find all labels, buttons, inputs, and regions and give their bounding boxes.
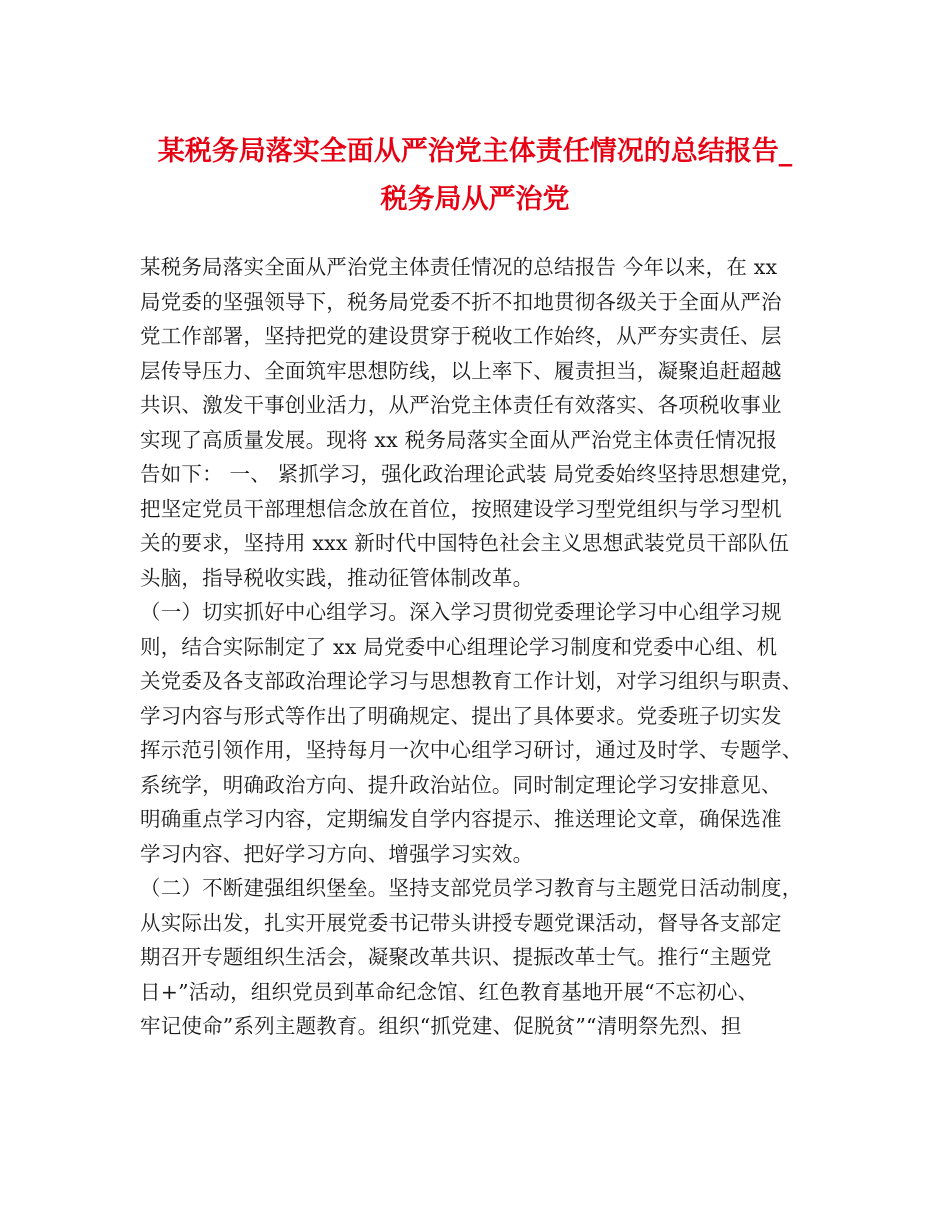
document-body: [140, 250, 828, 1044]
body-line: 从实际出发，扎实开展党委书记带头讲授专题党课活动，督导各支部定: [140, 910, 782, 935]
body-line: 层传导压力、全面筑牢思想防线，以上率下、履责担当，凝聚追赶超越: [140, 358, 782, 383]
title-line-1: 某税务局落实全面从严治党主体责任情况的总结报告_: [157, 136, 793, 167]
body-line: 系统学，明确政治方向、提升政治站位。同时制定理论学习安排意见、: [140, 772, 782, 797]
body-line: （二）不断建强组织堡垒。坚持支部党员学习教育与主题党日活动制度，: [140, 876, 803, 900]
body-line: 局党委的坚强领导下，税务局党委不折不扣地贯彻各级关于全面从严治: [140, 289, 782, 314]
body-line: 关的要求，坚持用 xxx 新时代中国特色社会主义思想武装党员干部队伍: [140, 531, 790, 555]
body-line: 明确重点学习内容，定期编发自学内容提示、推送理论文章，确保选准: [140, 807, 782, 831]
body-line: 学习内容与形式等作出了明确规定、提出了具体要求。党委班子切实发: [140, 703, 782, 728]
body-line: 则，结合实际制定了 xx 局党委中心组理论学习制度和党委中心组、机: [140, 634, 778, 659]
body-line: 牢记使命”系列主题教育。组织“抓党建、促脱贫”“清明祭先烈、担: [140, 1014, 742, 1038]
body-line: 告如下： 一、 紧抓学习，强化政治理论武装 局党委始终坚持思想建党，: [140, 462, 802, 486]
body-line: 关党委及各支部政治理论学习与思想教育工作计划，对学习组织与职责、: [140, 669, 803, 693]
body-line: 把坚定党员干部理想信念放在首位，按照建设学习型党组织与学习型机: [140, 496, 782, 521]
body-line: 学习内容、把好学习方向、增强学习实效。: [140, 841, 534, 866]
body-line: 党工作部署，坚持把党的建设贯穿于税收工作始终，从严夯实责任、层: [140, 324, 782, 348]
body-line: 挥示范引领作用，坚持每月一次中心组学习研讨，通过及时学、专题学、: [140, 738, 803, 762]
body-line: （一）切实抓好中心组学习。深入学习贯彻党委理论学习中心组学习规: [140, 600, 782, 624]
document-title: [120, 128, 830, 224]
body-line: 日+”活动，组织党员到革命纪念馆、红色教育基地开展“不忘初心、: [140, 979, 759, 1004]
body-line: 实现了高质量发展。现将 xx 税务局落实全面从严治党主体责任情况报: [140, 427, 778, 452]
body-line: 期召开专题组织生活会，凝聚改革共识、提振改革士气。推行“主题党: [140, 945, 772, 969]
title-line-2: 税务局从严治党: [380, 184, 570, 215]
body-line: 共识、激发干事创业活力，从严治党主体责任有效落实、各项税收事业: [140, 393, 782, 417]
body-line: 某税务局落实全面从严治党主体责任情况的总结报告 今年以来，在 xx: [140, 255, 778, 279]
body-line: 头脑，指导税收实践，推动征管体制改革。: [140, 565, 534, 590]
